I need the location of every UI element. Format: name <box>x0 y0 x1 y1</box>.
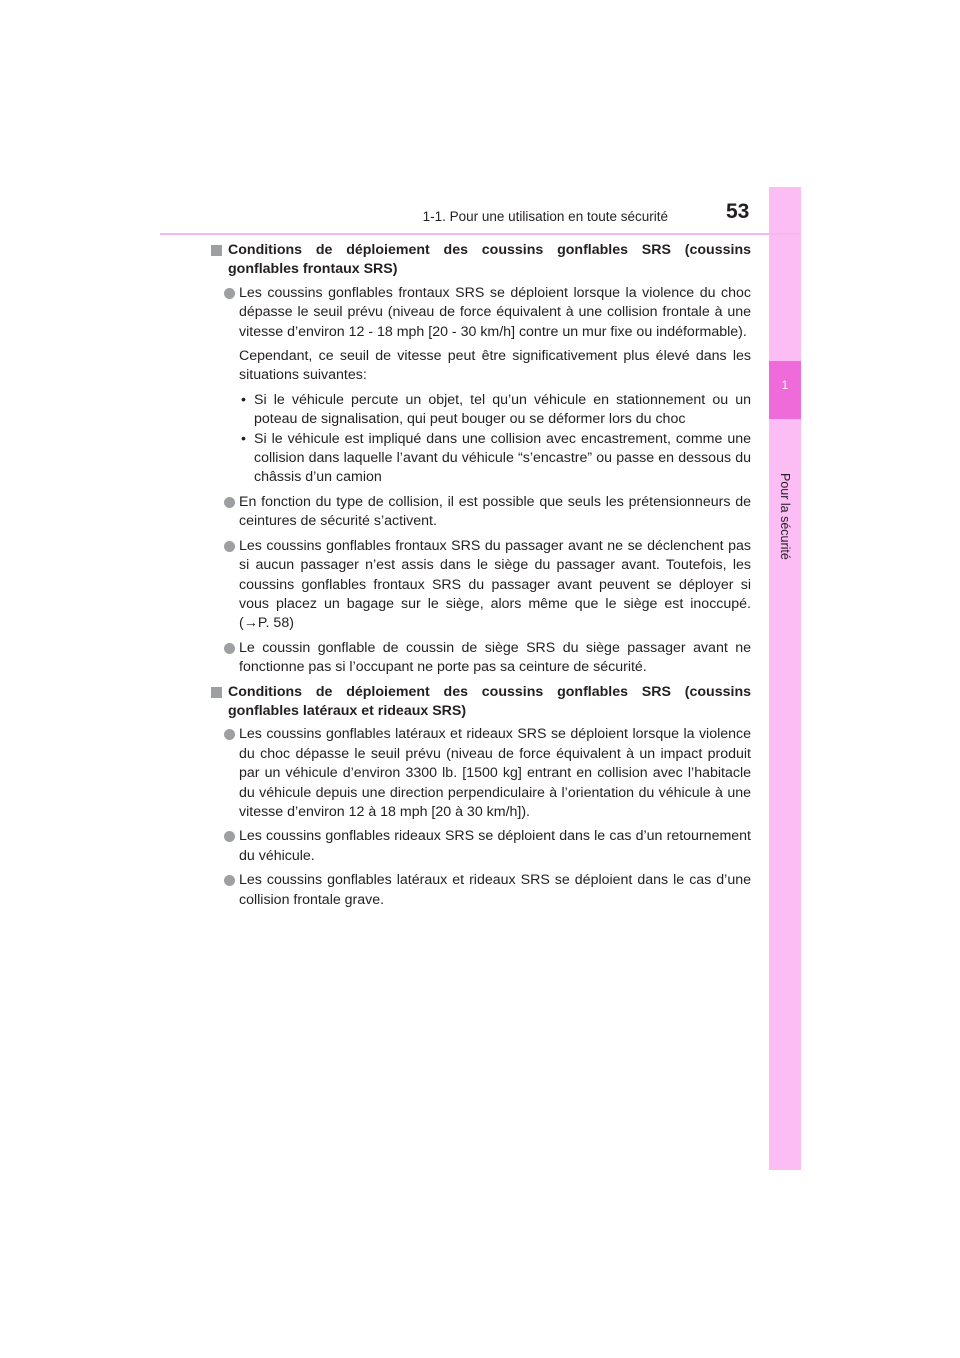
round-bullet-icon <box>224 875 235 886</box>
dot-marker-icon: • <box>241 391 246 408</box>
section-side-curtain <box>211 683 751 910</box>
list-item: Le coussin gonflable de coussin de siège SRS du siège passager avant ne fonctionne pas si l’occupant ne porte pas sa ceinture de sécurité. <box>211 639 751 678</box>
dot-marker-icon: • <box>241 430 246 447</box>
list-item: Les coussins gonflables latéraux et rideaux SRS se déploient dans le cas d’une collision frontale grave. <box>211 871 751 910</box>
square-bullet-icon <box>211 687 222 698</box>
page-number: 53 <box>726 200 750 223</box>
round-bullet-icon <box>224 288 235 299</box>
round-bullet-icon <box>224 643 235 654</box>
round-bullet-icon <box>224 497 235 508</box>
round-bullet-icon <box>224 541 235 552</box>
square-bullet-icon <box>211 245 222 256</box>
section-heading: Conditions de déploiement des coussins gonflables SRS (coussins gonflables frontaux SRS) <box>211 241 751 280</box>
round-bullet-icon <box>224 729 235 740</box>
sub-paragraph: Cependant, ce seuil de vitesse peut être significativement plus élevé dans les situations suivantes: <box>239 348 751 384</box>
section-heading: Conditions de déploiement des coussins gonflables SRS (coussins gonflables latéraux et rideaux SRS) <box>211 683 751 722</box>
chapter-label: Pour la sécurité <box>778 473 792 560</box>
chapter-side-tab <box>769 187 801 1170</box>
round-bullet-icon <box>224 831 235 842</box>
chapter-number: 1 <box>781 378 789 392</box>
page-reference-link[interactable]: (→P. 58) <box>239 615 294 632</box>
list-item: Les coussins gonflables frontaux SRS se déploient lorsque la violence du choc dépasse le seuil prévu (niveau de force équivalent à une collision frontale à une vitesse d’environ 12 - 18 mph [20 - 30 km/h] contre un mur fixe ou indéformable). Cependant, ce seuil de vitesse peut être significativement plus élevé dans les situations suivantes: • Si le véhicule percute un objet, tel qu’un véhicule en stationnement ou un poteau de signalisation, qui peut bouger ou se déformer lors du choc • Si le véhicule est impliqué dans une collision avec encastrement, comme une collision dans laquelle l’avant du véhicule “s’encastre” ou passe en dessous du châssis d’un camion <box>211 284 751 488</box>
section-title: 1-1. Pour une utilisation en toute sécurité <box>422 209 668 224</box>
list-item: Les coussins gonflables frontaux SRS du passager avant ne se déclenchent pas si aucun passager n’est assis dans le siège du passager avant. Toutefois, les coussins gonflables frontaux SRS du passager avant peuvent se déployer si vous placez un bagage sur le siège, alors même que le siège est inoccupé. (→P. 58) <box>211 537 751 634</box>
sub-list-item: • Si le véhicule percute un objet, tel qu’un véhicule en stationnement ou un poteau de signalisation, qui peut bouger ou se déformer lors du choc <box>241 391 751 428</box>
page-content <box>211 241 751 915</box>
header-rule <box>160 233 800 235</box>
list-item: Les coussins gonflables latéraux et rideaux SRS se déploient lorsque la violence du choc dépasse le seuil prévu (niveau de force équivalent à un impact produit par un véhicule d’environ 3300 lb. [1500 kg] entrant en collision avec l’habitacle du véhicule depuis une direction perpendiculaire à l’orientation du véhicule à une vitesse d’environ 12 à 18 mph [20 à 30 km/h]). <box>211 725 751 822</box>
list-item: Les coussins gonflables rideaux SRS se déploient dans le cas d’un retournement du véhicule. <box>211 827 751 866</box>
list-item: En fonction du type de collision, il est possible que seuls les prétensionneurs de ceintures de sécurité s’activent. <box>211 493 751 532</box>
section-frontal <box>211 241 751 678</box>
sub-list-item: • Si le véhicule est impliqué dans une collision avec encastrement, comme une collision dans laquelle l’avant du véhicule “s’encastre” ou passe en dessous du châssis d’un camion <box>241 430 751 486</box>
